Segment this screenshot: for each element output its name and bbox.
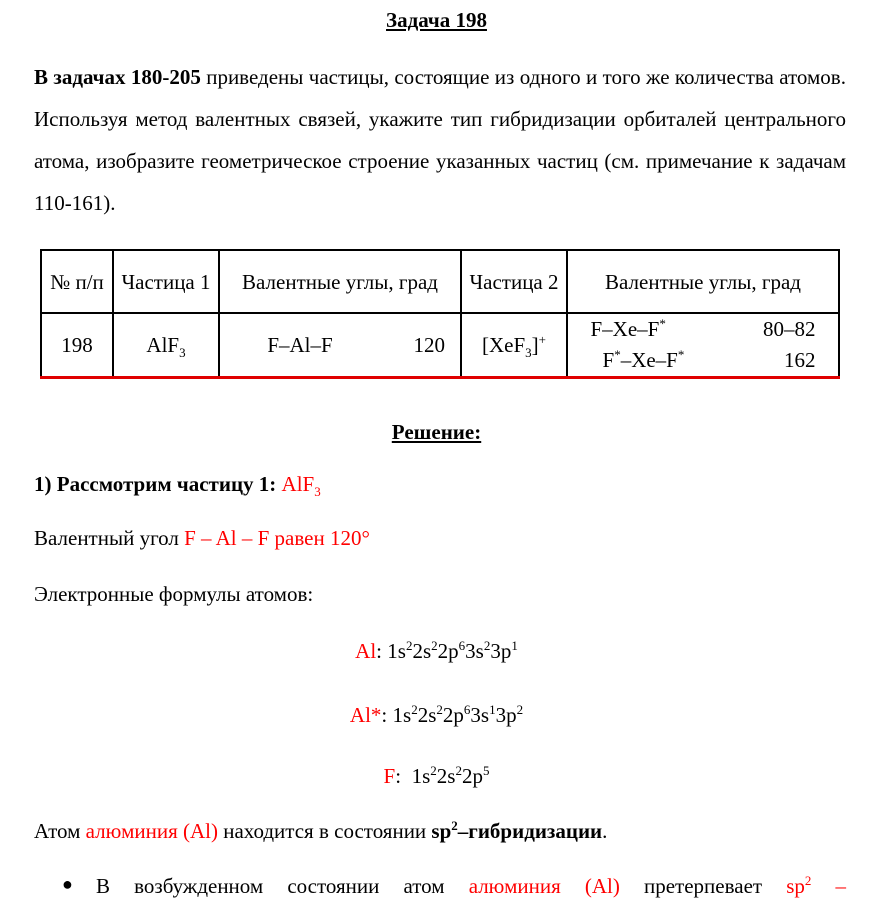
orbital-electrons: 2 — [483, 638, 491, 653]
orbital: 3p — [490, 639, 512, 663]
p1-sub: 3 — [179, 345, 186, 361]
formula-al — [0, 639, 873, 664]
angle2-sup: * — [659, 316, 666, 331]
orbital-electrons: 1 — [489, 702, 496, 717]
hybrid-red: алюминия (Al) — [85, 819, 218, 843]
orbital: 2s — [412, 639, 432, 663]
angle2-value: 80–82 — [763, 317, 816, 341]
bullet-sup: 2 — [804, 873, 812, 888]
angle3-pre: F — [602, 348, 615, 372]
p2-end: ] — [531, 333, 539, 357]
bullet-red: алюминия (Al) — [468, 874, 620, 898]
bullet-text — [96, 874, 846, 899]
separator: : — [376, 639, 388, 663]
orbital: 3s — [465, 639, 484, 663]
header-angles2: Валентные углы, град — [567, 250, 839, 313]
orbital-electrons: 6 — [458, 638, 466, 653]
hybrid-end: . — [602, 819, 608, 843]
orbital: 1s — [411, 764, 431, 788]
angle3-sup: * — [677, 347, 685, 362]
orbital-electrons: 5 — [482, 763, 490, 778]
problem-table — [40, 249, 840, 378]
angle3-row — [568, 345, 838, 376]
p2-sup: + — [538, 332, 546, 347]
intro-rest: приведены частицы, состоящие из одного и того же количества атомов. Используя метод валентных связей, укажите тип гибридизации орбиталей центрального атома, изобразите геометрическое строение указанных частиц (см. примечание к задачам 110-161). — [34, 65, 846, 215]
separator: : — [395, 764, 412, 788]
cell-angle1 — [219, 313, 461, 377]
cell-angles2 — [567, 313, 839, 377]
page-title: Задача 198 — [386, 8, 487, 32]
p2-text: [XeF — [481, 333, 526, 357]
orbital: 2p — [437, 639, 459, 663]
p2-sub: 3 — [525, 345, 532, 361]
orbital: 3p — [495, 703, 517, 727]
step1-label: 1) Рассмотрим частицу 1: — [34, 472, 282, 496]
cell-num: 198 — [41, 313, 113, 377]
step1-particle: AlF — [281, 472, 315, 496]
cell-particle1 — [113, 313, 219, 377]
orbital-electrons: 2 — [455, 763, 462, 778]
angle2-row — [568, 314, 838, 345]
header-particle2: Частица 2 — [461, 250, 567, 313]
angle-text: Валентный угол — [34, 526, 185, 550]
angle-line — [34, 526, 370, 551]
orbital: 2s — [436, 764, 456, 788]
atom-symbol: Al — [355, 639, 377, 663]
hybrid-t1: Атом — [34, 819, 86, 843]
orbital: 2s — [417, 703, 437, 727]
step1-sub: 3 — [314, 484, 321, 500]
header-angles1: Валентные углы, град — [219, 250, 461, 313]
orbital-electrons: 6 — [463, 702, 471, 717]
hybrid-b1: sp — [431, 819, 452, 843]
formula-al-excited — [0, 703, 873, 728]
bullet-red2: sp — [786, 874, 805, 898]
angle2-name: F–Xe–F — [590, 317, 660, 341]
angle3-pre-sup: * — [614, 347, 621, 362]
cell-particle2 — [461, 313, 567, 377]
angle-red: F – Al – F равен 120° — [184, 526, 370, 550]
angle3-value: 162 — [784, 348, 816, 372]
orbital-electrons: 2 — [405, 638, 413, 653]
problem-text — [34, 56, 846, 224]
orbital-electrons: 1 — [511, 638, 518, 653]
formula-f — [0, 764, 873, 789]
orbital: 1s — [392, 703, 412, 727]
formulas-title: Электронные формулы атомов: — [34, 582, 314, 606]
bullet-t1: В возбужденном состоянии атом — [96, 874, 469, 898]
orbital: 2p — [442, 703, 464, 727]
hybrid-line — [34, 819, 607, 844]
step1-heading — [34, 472, 321, 500]
hybrid-b2: –гибридизации — [457, 819, 603, 843]
header-num: № п/п — [41, 250, 113, 313]
red-underline — [40, 376, 840, 379]
bullet-t2: претерпевает — [619, 874, 787, 898]
angle3-name: –Xe–F — [620, 348, 678, 372]
solution-heading: Решение: — [391, 420, 482, 444]
orbital-electrons: 2 — [431, 638, 438, 653]
hybrid-t2: находится в состоянии — [217, 819, 432, 843]
angle1-name: F–Al–F — [267, 333, 333, 357]
bullet-icon: ● — [62, 874, 73, 894]
orbital-electrons: 2 — [411, 702, 418, 717]
header-particle1: Частица 1 — [113, 250, 219, 313]
orbital-electrons: 2 — [430, 763, 437, 778]
bullet-red3: – — [811, 874, 847, 898]
orbital: 3s — [470, 703, 490, 727]
orbital: 1s — [387, 639, 406, 663]
angle1-value: 120 — [413, 333, 445, 357]
intro-bold: В задачах 180-205 — [34, 65, 201, 89]
orbital: 2p — [461, 764, 483, 788]
orbital-electrons: 2 — [516, 702, 524, 717]
separator: : — [381, 703, 393, 727]
hybrid-bsup: 2 — [451, 818, 458, 833]
atom-symbol: Al* — [349, 703, 382, 727]
orbital-electrons: 2 — [436, 702, 443, 717]
atom-symbol: F — [383, 764, 396, 788]
p1-text: AlF — [146, 333, 180, 357]
